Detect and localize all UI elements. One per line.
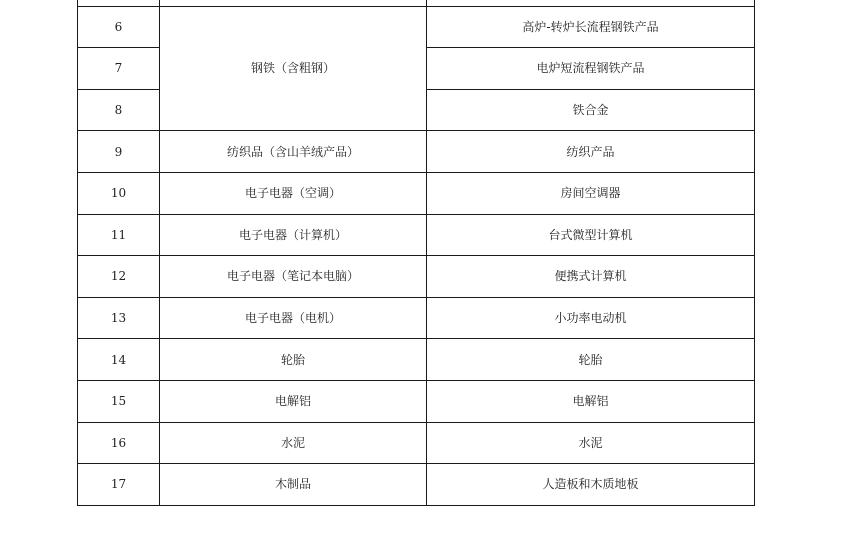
table-row [78, 297, 755, 339]
table-row [78, 464, 755, 506]
product-cell: 高炉-转炉长流程钢铁产品 [427, 6, 755, 48]
product-cell: 台式微型计算机 [427, 214, 755, 256]
row-number: 15 [78, 380, 160, 422]
table-row [78, 380, 755, 422]
category-cell: 纺织品（含山羊绒产品） [160, 131, 427, 173]
product-cell: 电炉短流程钢铁产品 [427, 48, 755, 90]
product-cell: 纺织产品 [427, 131, 755, 173]
row-number: 9 [78, 131, 160, 173]
row-number: 13 [78, 297, 160, 339]
product-cell: 房间空调器 [427, 172, 755, 214]
product-cell: 铁合金 [427, 89, 755, 131]
table-row [78, 6, 755, 48]
category-cell: 轮胎 [160, 339, 427, 381]
category-cell: 电子电器（笔记本电脑） [160, 256, 427, 298]
row-number: 12 [78, 256, 160, 298]
product-category-table [77, 0, 755, 506]
category-cell: 钢铁（含粗钢） [160, 6, 427, 131]
row-number: 14 [78, 339, 160, 381]
product-cell: 小功率电动机 [427, 297, 755, 339]
row-number: 16 [78, 422, 160, 464]
row-number: 7 [78, 48, 160, 90]
row-number: 17 [78, 464, 160, 506]
category-cell: 电解铝 [160, 380, 427, 422]
row-number: 10 [78, 172, 160, 214]
row-number: 6 [78, 6, 160, 48]
table-row [78, 339, 755, 381]
category-cell: 电子电器（计算机） [160, 214, 427, 256]
category-cell: 电子电器（电机） [160, 297, 427, 339]
product-cell: 水泥 [427, 422, 755, 464]
table-row [78, 214, 755, 256]
table-row [78, 172, 755, 214]
category-cell: 电子电器（空调） [160, 172, 427, 214]
row-number: 8 [78, 89, 160, 131]
table-row [78, 131, 755, 173]
product-cell: 便携式计算机 [427, 256, 755, 298]
table-row [78, 256, 755, 298]
product-cell: 轮胎 [427, 339, 755, 381]
product-cell: 电解铝 [427, 380, 755, 422]
row-number: 11 [78, 214, 160, 256]
category-cell: 水泥 [160, 422, 427, 464]
category-cell: 木制品 [160, 464, 427, 506]
product-cell: 人造板和木质地板 [427, 464, 755, 506]
table-row [78, 422, 755, 464]
